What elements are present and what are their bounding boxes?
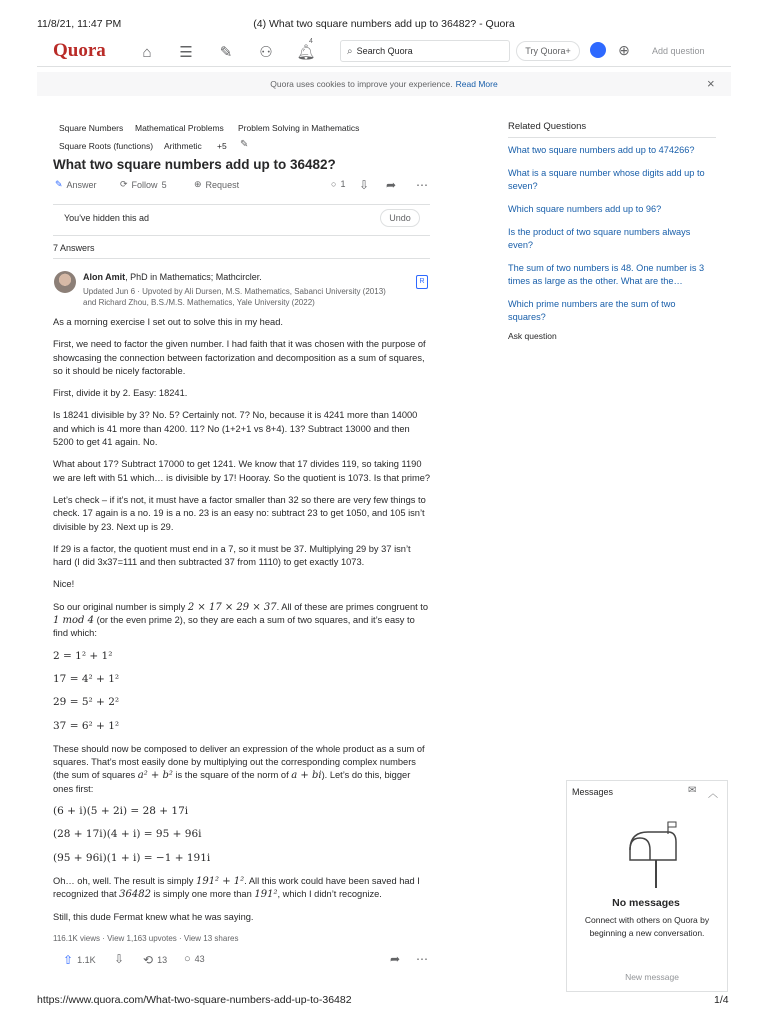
share-count: 13 [157,955,168,965]
math-expression: 1 mod 4 [53,615,94,627]
search-icon: ⌕ [347,45,353,57]
text-span: is the square of the norm of [175,770,289,781]
request-icon: ⊕ [194,179,202,189]
answer-stats[interactable]: 116.1K views · View 1,163 upvotes · View 13 shares [53,934,239,943]
equation: 2 = 1² + 1² [53,649,113,662]
related-question-link[interactable]: Which square numbers add up to 96? [508,204,662,214]
quora-logo[interactable]: Quora [53,40,106,61]
answer-pencil-icon: ✎ [55,179,63,189]
topic-arithmetic[interactable]: Arithmetic [164,141,202,151]
spaces-icon[interactable]: ⚇ [259,44,273,61]
topics-more[interactable]: +5 [217,141,227,151]
answer-paragraph: Is 18241 divisible by 3? No. 5? Certainly not. 7? No, because it is 4241 more than 14000 and which is 41 more than 4200. 11? No (1+2+1 vs 8+4). 13? Subtract 13000 and then 5200 to get 41 again. No. [53,410,418,448]
no-messages-text: Connect with others on Quora by beginning a new conversation. [584,915,710,938]
related-question-link[interactable]: The sum of two numbers is 48. One number is 3 times as large as the other. What are the… [508,263,705,286]
answer-label: Answer [66,179,97,190]
follow-count: 5 [161,179,167,190]
cookie-close-icon[interactable]: × [707,76,715,91]
answer-paragraph: Nice! [53,579,75,590]
read-more-link[interactable]: Read More [455,79,498,89]
upvote-count: 1.1K [77,955,96,965]
notification-count: 4 [309,38,313,45]
topic-square-numbers[interactable]: Square Numbers [59,123,124,133]
answer-paragraph [53,743,431,796]
following-icon[interactable]: ☰ [179,44,193,61]
undo-button[interactable]: Undo [380,209,420,227]
text-span: So our original number is simply [53,601,186,612]
answer-icon[interactable]: ✎ [219,44,233,61]
avatar[interactable] [590,42,606,58]
cookie-banner [37,72,731,96]
equation: 29 = 5² + 2² [53,696,120,709]
notifications-icon[interactable]: 🔔︎ [296,44,316,61]
answer-paragraph [53,875,431,902]
new-message-button[interactable]: New message [625,972,679,982]
divider [53,258,430,259]
equation: 17 = 4² + 1² [53,672,120,685]
search-input[interactable] [340,40,510,62]
ask-question-link[interactable]: Ask question [508,331,557,341]
related-question-link[interactable]: What two square numbers add up to 474266? [508,145,695,155]
question-comment-button[interactable] [331,179,345,189]
topic-mathematical-problems[interactable]: Mathematical Problems [135,123,224,133]
question-title: What two square numbers add up to 36482? [53,157,336,172]
math-expression: 191² [254,889,278,901]
downvote-icon[interactable]: ⇩ [114,952,125,966]
chevron-up-icon[interactable]: ︿ [708,789,718,800]
equation: (6 + i)(5 + 2i) = 28 + 17i [53,805,189,818]
answer-paragraph: If 29 is a factor, the quotient must end in a 7, so it must be 37. Multiplying 29 by 37 isn’t hard (I did 3x37=111 and then subtracted 37 from 1110) to get exactly 1073. [53,543,411,568]
math-expression: 191² + 1² [195,875,245,887]
footer-page: 1/4 [714,994,729,1006]
text-span: These should now be composed to deliver an expression of the whole product as a sum of squares. That’s most easily done by multiplying out the corresponding complex numbers (the sum of squares [53,743,425,781]
author-line [83,272,262,282]
author-meta-1: Updated Jun 6 · Upvoted by Ali Dursen, M.S. Mathematics, Sabanci University (2013) [83,287,386,296]
more-options-icon[interactable]: ⋯ [416,952,428,966]
follow-label: Follow [131,179,158,190]
print-title: (4) What two square numbers add up to 36482? - Quora [253,18,515,30]
answer-paragraph: As a morning exercise I set out to solve this in my head. [53,317,283,327]
more-options-icon[interactable]: ⋯ [416,178,428,192]
answer-paragraph: First, we need to factor the given number. I had faith that it was chosen with the purpose of showcasing the connection between factorization and decomposition as a sum of squares, so it should be nicely factorable. [53,339,426,376]
follow-button[interactable] [120,179,167,190]
request-label: Request [205,179,240,190]
answer-body [53,316,431,933]
author-name[interactable]: Alon Amit [83,272,126,282]
topic-problem-solving[interactable]: Problem Solving in Mathematics [238,123,360,133]
equation: 37 = 6² + 1² [53,719,120,732]
answer-paragraph [53,601,431,641]
follow-icon: ⟳ [120,179,128,189]
answers-count: 7 Answers [53,243,95,253]
related-questions-title: Related Questions [508,121,587,132]
answer-paragraph: Let’s check – if it’s not, it must have a factor smaller than 32 so there are very few things to check. 17 again is a no. 19 is a no. 23 is an easy no: subtract 23 to get 1050, and 105 isn’t divisible by 23. Next up is 29. [53,494,426,532]
math-expression: 2 × 17 × 29 × 37 [187,601,277,613]
edit-topics-icon[interactable]: ✎ [240,139,249,150]
answer-paragraph: What about 17? Subtract 17000 to get 1241. We know that 17 divides 119, so taking 1190 we are left with 51 which… is divisible by 17! Hooray. So the quotient is 1073. Is that prime? [53,459,431,483]
text-span: Oh… oh, well. The result is simply [53,875,194,886]
math-expression: a + bi [291,770,322,782]
math-expression: a² + b² [137,770,173,782]
text-span: , which I didn’t recognize. [277,889,382,900]
mailbox-icon [620,820,680,890]
compose-message-icon[interactable]: ✉ [688,785,697,796]
text-span: . All of these are primes congruent to [276,601,429,612]
footer-url: https://www.quora.com/What-two-square-numbers-add-up-to-36482 [37,994,352,1006]
comment-count: 1 [340,179,346,189]
math-expression: 36482 [119,889,151,901]
print-datetime: 11/8/21, 11:47 PM [37,18,122,30]
author-avatar[interactable] [54,271,76,293]
upvote-button[interactable] [63,953,96,967]
hidden-ad-text: You've hidden this ad [64,213,149,223]
text-span: . All this work could have been saved had I recognized that [53,875,420,900]
answer-paragraph: First, divide it by 2. Easy: 18241. [53,388,188,399]
share-icon[interactable]: ➦ [390,952,401,966]
text-span: ). Let’s do this, bigger ones first: [53,770,411,794]
author-meta-2: and Richard Zhou, B.S./M.S. Mathematics, Yale University (2022) [83,298,315,307]
related-question-link[interactable]: Is the product of two square numbers always even? [508,227,691,250]
request-button[interactable] [194,179,239,190]
share-button[interactable] [143,953,167,967]
add-question-button[interactable]: Add question [652,46,705,56]
author-credential: , PhD in Mathematics; Mathcircler. [125,272,262,282]
answer-paragraph: Still, this dude Fermat knew what he was saying. [53,911,254,922]
upvote-icon: ⇧ [63,953,74,967]
home-icon[interactable]: ⌂ [142,43,152,61]
comment-count: 43 [194,954,205,964]
comments-button[interactable] [184,953,205,965]
related-question-link[interactable]: What is a square number whose digits add up to seven? [508,168,705,191]
try-quora-plus-button[interactable]: Try Quora+ [516,41,580,61]
equation: (28 + 17i)(4 + i) = 95 + 96i [53,828,202,841]
reshare-icon: ⟲ [143,953,154,967]
topic-square-roots[interactable]: Square Roots (functions) [59,141,154,151]
text-span: is simply one more than [153,889,252,900]
text-span: (or the even prime 2), so they are each a sum of two squares, and it’s easy to find which: [53,615,415,639]
comment-icon: ○ [331,179,337,189]
divider [508,137,716,138]
related-question-link[interactable]: Which prime numbers are the sum of two squares? [508,299,676,322]
messages-title: Messages [572,787,614,797]
translate-icon[interactable]: R [416,275,428,289]
search-placeholder: Search Quora [356,46,413,56]
no-messages-title: No messages [612,897,680,909]
share-icon[interactable]: ➦ [386,178,397,192]
comment-icon: ○ [184,953,191,965]
equation: (95 + 96i)(1 + i) = −1 + 191i [53,851,211,864]
cookie-text: Quora uses cookies to improve your experience. [270,79,453,89]
downvote-icon[interactable]: ⇩ [359,178,370,192]
language-globe-icon[interactable]: ⊕ [618,41,630,58]
answer-button[interactable] [55,179,97,190]
